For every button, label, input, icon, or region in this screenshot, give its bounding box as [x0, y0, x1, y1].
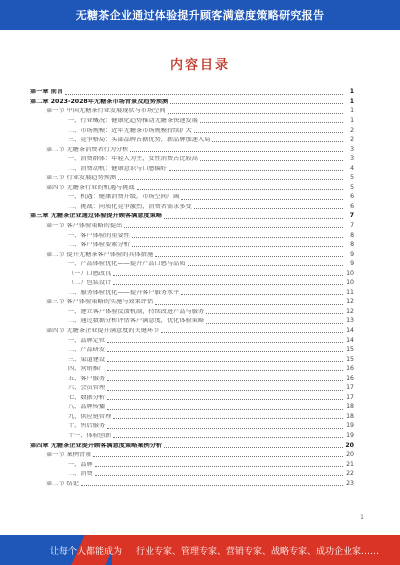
toc-entry-page: 16 [346, 374, 354, 382]
toc-entry[interactable] [30, 439, 354, 449]
toc-entry-label: 第一节 中国无糖茶行业发展现状与市场空间 [46, 108, 166, 115]
toc-dot-leader [95, 475, 343, 476]
toc-entry[interactable] [30, 363, 354, 373]
toc-dot-leader [107, 380, 343, 381]
toc-entry-page: 4 [350, 164, 354, 172]
toc-dot-leader [130, 151, 343, 152]
toc-entry[interactable] [30, 411, 354, 421]
toc-entry[interactable] [30, 449, 354, 459]
toc-entry-page: 21 [346, 460, 354, 468]
toc-entry[interactable] [30, 86, 354, 96]
toc-entry-label: 二、消费 [68, 471, 93, 478]
toc-entry[interactable] [30, 239, 354, 249]
toc-dot-leader [181, 199, 343, 200]
toc-entry[interactable] [30, 325, 354, 335]
report-title: 无糖茶企业通过体验提升顾客满意度策略研究报告 [75, 9, 325, 22]
toc-dot-leader [161, 332, 343, 333]
toc-entry[interactable] [30, 105, 354, 115]
toc-entry[interactable] [30, 458, 354, 468]
toc-entry-page: 20 [346, 451, 354, 459]
toc-entry[interactable] [30, 248, 354, 258]
toc-dot-leader [95, 466, 343, 467]
toc-entry[interactable] [30, 267, 354, 277]
toc-entry-label: 第三章 无糖茶企业通过体验提升顾客满意度策略 [30, 213, 163, 220]
toc-entry-label: 第四节 无糖茶行业的机遇与挑战 [46, 184, 135, 191]
toc-entry[interactable] [30, 315, 354, 325]
toc-dot-leader [107, 342, 343, 343]
toc-entry-page: 20 [345, 441, 354, 449]
toc-entry-page: 8 [350, 231, 354, 239]
toc-entry-page: 3 [350, 155, 354, 163]
toc-entry-label: 第三节 客户体验策略的实施与效果评估 [46, 299, 154, 306]
toc-entry-page: 9 [350, 260, 354, 268]
toc-entry-page: 18 [346, 412, 354, 420]
toc-dot-leader [113, 284, 343, 285]
toc-entry-label: 第一节 客户体验策略的提出 [46, 223, 123, 229]
toc-entry-label: 三、竞争格局：头部品牌占据优势，新品牌加速入局 [68, 137, 211, 144]
toc-entry[interactable] [30, 344, 354, 354]
toc-dot-leader [164, 218, 343, 219]
report-header [0, 0, 400, 30]
toc-entry-label: 一、品牌定位 [68, 337, 106, 344]
toc-entry-label: 第二节 无糖茶消费者行为分析 [46, 146, 129, 153]
toc-entry[interactable] [30, 172, 354, 182]
toc-entry-page: 1 [350, 116, 354, 124]
toc-entry[interactable] [30, 115, 354, 125]
toc-entry[interactable] [30, 162, 354, 172]
toc-entry-page: 22 [346, 470, 354, 478]
toc-entry-label: 一、建立客户体验反馈机制，持续改进产品与服务 [68, 308, 205, 315]
toc-entry-label: 第二节 提升无糖茶客户体验的具体措施 [46, 251, 154, 258]
toc-dot-leader [107, 409, 343, 410]
toc-dot-leader [107, 428, 343, 429]
toc-entry-label: 十、售后服务 [68, 423, 106, 430]
toc-entry-page: 1 [349, 88, 354, 96]
toc-dot-leader [170, 103, 343, 104]
toc-entry[interactable] [30, 143, 354, 153]
toc-entry-page: 12 [346, 298, 354, 306]
toc-entry-page: 2 [350, 136, 354, 144]
toc-entry[interactable] [30, 296, 354, 306]
toc-entry-label: 一、客户体验的重要性 [68, 232, 130, 239]
toc-entry[interactable] [30, 382, 354, 392]
toc-entry-label: 十一、体验创新 [68, 433, 112, 440]
toc-entry-page: 15 [346, 346, 354, 354]
toc-entry[interactable] [30, 306, 354, 316]
toc-entry[interactable] [30, 420, 354, 430]
toc-entry-label: 第三节 行业发展趋势预测 [46, 175, 117, 182]
toc-entry-page: 10 [346, 269, 354, 277]
toc-dot-leader [206, 323, 343, 324]
toc-entry-page: 14 [346, 336, 354, 344]
toc-entry[interactable] [30, 468, 354, 478]
toc-dot-leader [107, 370, 343, 371]
toc-entry-label: 第四章 无糖茶企业提升顾客满意度策略案例分析 [30, 442, 163, 449]
toc-dot-leader [155, 304, 343, 305]
toc-entry-label: 二、产品研发 [68, 347, 106, 354]
toc-dot-leader [181, 294, 343, 295]
toc-entry-page: 8 [350, 241, 354, 249]
toc-dot-leader [118, 179, 343, 180]
toc-dot-leader [200, 122, 343, 123]
toc-entry[interactable] [30, 153, 354, 163]
toc-dot-leader [137, 189, 343, 190]
toc-entry-label: 二、通过数据分析评估客户满意度，优化体验策略 [68, 318, 205, 325]
toc-entry-label: 第二节 结论 [46, 480, 79, 487]
toc-entry-page: 1 [349, 97, 354, 105]
toc-entry-label: 第四节 无糖茶企业提升满意度的关键环节 [46, 328, 160, 335]
toc-entry-page: 19 [346, 422, 354, 430]
toc-entry-page: 15 [346, 355, 354, 363]
toc-heading: 内容目录 [169, 58, 230, 73]
toc-dot-leader [188, 265, 343, 266]
toc-entry-page: 16 [346, 365, 354, 373]
toc-entry[interactable] [30, 124, 354, 134]
toc-entry[interactable] [30, 353, 354, 363]
toc-entry-label: 一、行业概况：健康化趋势推动无糖茶快速发展 [68, 117, 198, 124]
toc-dot-leader [212, 141, 343, 142]
toc-entry-label: 一、机遇：健康消费升级，市场空间广阔 [68, 194, 180, 201]
toc-entry-label: 一、产品体验优化——提升产品口感与品质 [68, 261, 186, 268]
toc-entry-label: 二、消费动机：健康意识与口感偏好 [68, 165, 167, 172]
toc-entry-label: （一）口感改良 [68, 270, 112, 277]
toc-dot-leader [206, 313, 343, 314]
toc-entry-page: 11 [346, 288, 354, 296]
toc-dot-leader [113, 437, 343, 438]
toc-dot-leader [65, 94, 343, 95]
toc-entry[interactable] [30, 277, 354, 287]
toc-entry[interactable] [30, 220, 354, 230]
toc-entry-page: 2 [350, 126, 354, 134]
toc-entry-label: 一、消费群体：年轻人为主，女性消费占比较高 [68, 156, 198, 163]
toc-entry-page: 17 [346, 384, 354, 392]
toc-entry-page: 18 [346, 403, 354, 411]
toc-entry[interactable] [30, 392, 354, 402]
footer-slogan-right: 行业专家、管理专家、营销专家、战略专家、成功企业家…… [136, 547, 380, 557]
toc-entry-label: 一、品牌 [68, 461, 93, 468]
toc-dot-leader [81, 485, 343, 486]
toc-entry-label: 第一节 案例背景 [46, 452, 92, 459]
page-number: 1 [360, 514, 364, 521]
toc-entry-label: 八、品牌传播 [68, 404, 106, 411]
toc-entry-page: 10 [346, 279, 354, 287]
toc-dot-leader [194, 208, 343, 209]
toc-entry-label: 九、供应链管理 [68, 413, 112, 420]
toc-entry-label: 二、服务体验优化——提升客户服务水平 [68, 289, 180, 296]
toc-entry-page: 9 [350, 250, 354, 258]
toc-dot-leader [164, 447, 343, 448]
toc-entry-page: 6 [350, 193, 354, 201]
toc-entry[interactable] [30, 96, 354, 106]
toc-dot-leader [124, 227, 343, 228]
toc-entry[interactable] [30, 201, 354, 211]
toc-dot-leader [169, 170, 343, 171]
toc-entry[interactable] [30, 334, 354, 344]
toc-entry[interactable] [30, 258, 354, 268]
table-of-contents [30, 86, 354, 487]
toc-entry-page: 6 [350, 202, 354, 210]
toc-entry-page: 17 [346, 393, 354, 401]
toc-entry[interactable] [30, 229, 354, 239]
toc-dot-leader [107, 351, 343, 352]
toc-entry-label: 五、客户服务 [68, 375, 106, 382]
toc-entry-page: 7 [349, 212, 354, 220]
toc-dot-leader [155, 256, 343, 257]
toc-entry[interactable] [30, 286, 354, 296]
toc-entry[interactable] [30, 430, 354, 440]
toc-entry[interactable] [30, 181, 354, 191]
toc-entry-page: 23 [346, 479, 354, 487]
toc-entry-page: 19 [346, 432, 354, 440]
toc-dot-leader [200, 160, 343, 161]
toc-entry-page: 13 [346, 317, 354, 325]
toc-entry[interactable] [30, 210, 354, 220]
toc-entry[interactable] [30, 477, 354, 487]
toc-entry-label: 三、渠道建设 [68, 356, 106, 363]
toc-entry-label: 四、营销推广 [68, 366, 106, 373]
toc-entry[interactable] [30, 372, 354, 382]
toc-entry[interactable] [30, 134, 354, 144]
toc-entry-page: 1 [350, 107, 354, 115]
toc-entry-label: 六、会员管理 [68, 385, 106, 392]
toc-entry-page: 12 [346, 307, 354, 315]
toc-dot-leader [107, 399, 343, 400]
toc-entry-page: 14 [346, 327, 354, 335]
toc-entry-page: 3 [350, 145, 354, 153]
toc-entry-page: 5 [350, 174, 354, 182]
toc-dot-leader [132, 246, 343, 247]
toc-dot-leader [113, 418, 343, 419]
toc-dot-leader [93, 456, 343, 457]
toc-dot-leader [107, 361, 343, 362]
toc-entry-label: （二）包装设计 [68, 280, 112, 287]
toc-entry-label: 二、市场规模：近年无糖茶市场规模持续扩大 [68, 127, 192, 134]
toc-entry-label: 二、挑战：同质化竞争激烈，消费者需求多变 [68, 203, 192, 210]
toc-dot-leader [113, 275, 343, 276]
footer-slogan-left: 让每个人都能成为 [50, 547, 123, 557]
toc-dot-leader [132, 237, 343, 238]
toc-entry-page: 5 [350, 183, 354, 191]
toc-entry-label: 第二章 2023-2028年无糖茶市场背景及趋势预测 [30, 98, 169, 105]
toc-dot-leader [107, 390, 343, 391]
footer-banner [0, 535, 400, 565]
toc-entry[interactable] [30, 401, 354, 411]
toc-entry[interactable] [30, 191, 354, 201]
toc-entry-page: 7 [350, 222, 354, 229]
toc-dot-leader [168, 113, 343, 114]
toc-entry-label: 七、数据分析 [68, 394, 106, 401]
toc-entry-label: 第一章 前言 [30, 89, 64, 96]
toc-entry-label: 二、客户体验要素分析 [68, 242, 130, 249]
toc-dot-leader [194, 132, 343, 133]
